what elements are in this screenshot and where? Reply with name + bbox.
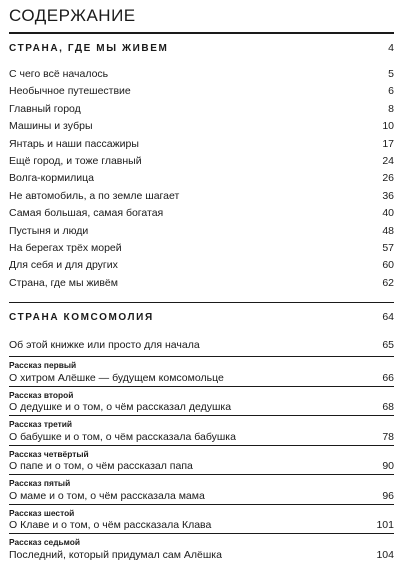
section-heading [9, 311, 394, 328]
section-2 [9, 311, 394, 563]
story-label: Рассказ пятый [9, 478, 71, 489]
page-title: СОДЕРЖАНИЕ [9, 6, 136, 25]
story-entry [9, 390, 394, 417]
story-row [9, 430, 394, 446]
toc-item-title: Для себя и для других [9, 259, 118, 272]
toc-item-title: Пустыня и люди [9, 224, 89, 237]
toc-item-title: На берегах трёх морей [9, 241, 122, 254]
story-label: Рассказ второй [9, 389, 74, 400]
toc-item [9, 138, 394, 155]
toc-item-page: 57 [382, 241, 394, 254]
toc-item-page: 40 [382, 207, 394, 220]
toc-item [9, 277, 394, 294]
toc-item-page: 6 [388, 85, 394, 98]
toc-item-title: Страна, где мы живём [9, 276, 118, 289]
toc-item-title: С чего всё началось [9, 68, 109, 80]
story-page: 101 [376, 519, 394, 532]
toc-item-page: 8 [388, 102, 394, 115]
toc-item-page: 10 [382, 120, 394, 133]
toc-item-title: Янтарь и наши пассажиры [9, 137, 139, 150]
story-page: 104 [376, 548, 394, 561]
story-entry [9, 478, 394, 505]
toc-item-title: Необычное путешествие [9, 85, 131, 98]
story-row [9, 518, 394, 534]
story-page: 78 [382, 430, 394, 443]
story-entry [9, 508, 394, 535]
title-rule [9, 32, 394, 34]
story-title: О дедушке и о том, о чём рассказал дедушка [9, 401, 232, 414]
toc-item [9, 85, 394, 102]
story-label: Рассказ седьмой [9, 537, 81, 548]
story-label: Рассказ четвёртый [9, 448, 89, 459]
toc-item [9, 172, 394, 189]
story-row [9, 459, 394, 475]
toc-item-page: 60 [382, 259, 394, 272]
toc-item-page: 17 [382, 137, 394, 150]
toc-item-title: Самая большая, самая богатая [9, 207, 164, 220]
toc-item-title: Об этой книжке или просто для начала [9, 339, 200, 352]
story-entry [9, 419, 394, 446]
toc-item-intro [9, 339, 394, 357]
story-title: О хитром Алёшке — будущем комсомольце [9, 371, 224, 384]
story-row [9, 400, 394, 416]
toc-item [9, 242, 394, 259]
toc-item-page: 48 [382, 224, 394, 237]
story-title: Последний, который придумал сам Алёшка [9, 548, 222, 561]
story-page: 90 [382, 460, 394, 473]
section-title: СТРАНА КОМСОМОЛИЯ [9, 312, 154, 324]
story-title: О Клаве и о том, о чём рассказала Клава [9, 519, 212, 532]
toc-item-title: Волга-кормилица [9, 172, 94, 185]
story-entry [9, 360, 394, 387]
toc-item-page: 5 [388, 68, 394, 80]
story-label: Рассказ шестой [9, 507, 75, 518]
toc-item [9, 103, 394, 120]
toc-item [9, 155, 394, 172]
toc-item-title: Машины и зубры [9, 120, 93, 133]
story-row [9, 371, 394, 387]
toc-item [9, 259, 394, 276]
toc-item-page: 24 [382, 154, 394, 167]
story-title: О бабушке и о том, о чём рассказала бабушка [9, 430, 236, 443]
story-page: 96 [382, 489, 394, 502]
toc-item-title: Главный город [9, 102, 81, 115]
story-title: О маме и о том, о чём рассказала мама [9, 489, 205, 502]
toc-item-page: 65 [382, 339, 394, 352]
story-row [9, 548, 394, 563]
story-page: 66 [382, 371, 394, 384]
section-page-number: 4 [388, 42, 394, 54]
story-row [9, 489, 394, 505]
toc-item [9, 207, 394, 224]
story-label: Рассказ третий [9, 419, 73, 430]
toc-item [9, 120, 394, 137]
toc-item [9, 190, 394, 207]
toc-item [9, 68, 394, 85]
toc-item-title: Ещё город, и тоже главный [9, 154, 142, 167]
section-title: СТРАНА, ГДЕ МЫ ЖИВЕМ [9, 43, 169, 54]
story-page: 68 [382, 401, 394, 414]
section-heading [9, 42, 394, 59]
toc-item-page: 26 [382, 172, 394, 185]
story-label: Рассказ первый [9, 360, 77, 371]
toc-item [9, 225, 394, 242]
story-title: О папе и о том, о чём рассказал папа [9, 460, 193, 473]
section-divider [9, 302, 394, 303]
toc-item-title: Не автомобиль, а по земле шагает [9, 189, 180, 202]
section-1 [9, 42, 394, 294]
toc-item-page: 62 [382, 276, 394, 289]
story-entry [9, 449, 394, 476]
toc-item-page: 36 [382, 189, 394, 202]
story-entry [9, 537, 394, 563]
section-page-number: 64 [382, 311, 394, 324]
